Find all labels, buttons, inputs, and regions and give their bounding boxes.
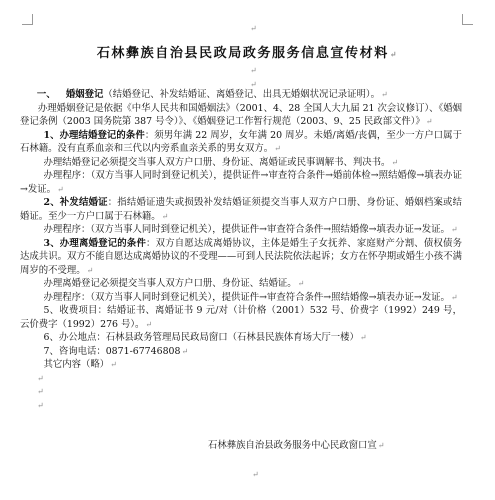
reissue-text: ：指结婚证遗失或损毁补发结婚证须提交当事人双方户口册、身份证、婚姻档案或结婚证。至少一方户口属于石林籍。 [20,197,462,222]
fees-text: 5、收费项目：结婚证书、离婚证书 9 元/对（计价格（2001）532 号、价费字（1992）249 号，云价费字（1992）276 号）。 [20,305,462,330]
divorce-conditions-paragraph [20,237,462,278]
legal-basis-paragraph [20,102,462,129]
reissue-procedure-text: 办理程序：（双方当事人同时到登记机关），提供证件→审查符合条件→照结婚像→填表办证→发证。 [43,224,450,235]
paragraph-mark: ↵ [389,49,399,59]
other-paragraph [20,358,462,372]
paragraph-mark: ↵ [252,470,259,479]
marriage-conditions-text: ：须男年满 22 周岁，女年满 20 周岁。未婚/离婚/丧偶，至少一方户口属于石林籍。没有直系血亲和三代以内旁系血亲关系的男女双方。 [20,129,462,154]
divorce-procedure-text: 办理程序：（双方当事人同时到登记机关），提供证件→审查符合条件→照结婚像→填表办证→发证。 [43,291,450,303]
paragraph-mark: ↵ [161,211,169,221]
footer-text: 石林彝族自治县政务服务中心民政窗口宣 [208,440,377,451]
document-body [20,88,462,412]
divorce-procedure-paragraph [20,291,462,305]
other-text: 其它内容（略） [43,359,110,370]
fees-paragraph [20,304,462,331]
legal-basis-text: 办理婚姻登记是依据《中华人民共和国婚姻法》（2001、4、28 全国人大九届 21 次会议修订）、《婚姻登记条例（2003 国务院第 387 号令）》、《婚姻登记工作暂行规范（2003、9、25 民政部文件）》 [20,102,462,127]
paragraph-mark: ↵ [380,90,388,99]
divorce-conditions-label: 3、办理离婚登记的条件 [43,237,147,249]
paragraph-mark: ↵ [250,66,257,75]
paragraph-mark: ↵ [110,360,117,369]
address-paragraph [20,331,462,345]
marriage-materials-text: 办理结婚登记必须提交当事人双方户口册、身份证、离婚证或民事调解书、判决书。 [43,156,391,168]
empty-paragraph [36,385,462,399]
margin-corner-mark-right [462,14,473,25]
marriage-materials-paragraph [20,156,462,170]
title-text: 石林彝族自治县民政局政务服务信息宣传材料 [96,46,389,61]
empty-paragraph [36,399,462,413]
footer-signature [208,437,384,451]
reissue-procedure-paragraph [20,223,462,237]
section-heading: 婚姻登记 [65,89,104,100]
paragraph-mark: ↵ [56,184,64,194]
divorce-materials-text: 办理离婚登记必须提交当事人双方户口册、身份证、结婚证。 [43,278,297,289]
paragraph-mark: ↵ [391,157,399,167]
paragraph-mark: ↵ [425,117,433,126]
section-heading-note: （结婚登记、补发结婚证、离婚登记、出具无婚姻状况记录证明）。 [103,89,380,100]
paragraph-mark: ↵ [297,279,305,288]
paragraph-mark: ↵ [181,346,189,356]
paragraph-mark: ↵ [359,333,367,342]
paragraph-mark: ↵ [86,265,94,275]
phone-text: 7、咨询电话：0871-67746808 [43,345,181,357]
paragraph-mark: ↵ [377,441,385,450]
section-number: 一、 [36,89,56,100]
paragraph-mark: ↵ [37,373,44,383]
paragraph-mark: ↵ [37,400,44,410]
marriage-procedure-text: 办理程序：（双方当事人同时到登记机关），提供证件→审查符合条件→婚前体检→照结婚像→填表办证→发证。 [20,170,462,195]
paragraph-mark: ↵ [274,144,281,153]
paragraph-mark: ↵ [450,292,458,302]
paragraph-mark: ↵ [250,80,257,89]
margin-corner-mark-left [22,14,33,25]
marriage-procedure-paragraph [20,169,462,196]
divorce-materials-paragraph [20,277,462,291]
divorce-conditions-text: ：双方自愿达成离婚协议，主体是婚生子女抚养、家庭财产分割、债权债务达成共识。双方不能自愿达成离婚协议的不受理——可到人民法院依法起诉；女方在怀孕期或婚生小孩不满周岁的不受理。 [20,237,462,276]
marriage-conditions-label: 1、办理结婚登记的条件 [43,129,145,141]
reissue-label: 2、补发结婚证 [43,197,108,208]
empty-paragraph [36,372,462,386]
reissue-paragraph [20,196,462,223]
paragraph-mark: ↵ [37,387,44,396]
paragraph-mark: ↵ [145,319,153,329]
phone-paragraph [20,345,462,359]
section-heading-paragraph [34,88,462,102]
address-text: 6、办公地点：石林县政务管理局民政局窗口（石林县民族体育场大厅一楼） [43,332,359,343]
marriage-conditions-paragraph [20,129,462,156]
paragraph-mark: ↵ [450,225,458,234]
document-title [0,42,495,61]
paragraph-mark: ↵ [250,24,257,33]
